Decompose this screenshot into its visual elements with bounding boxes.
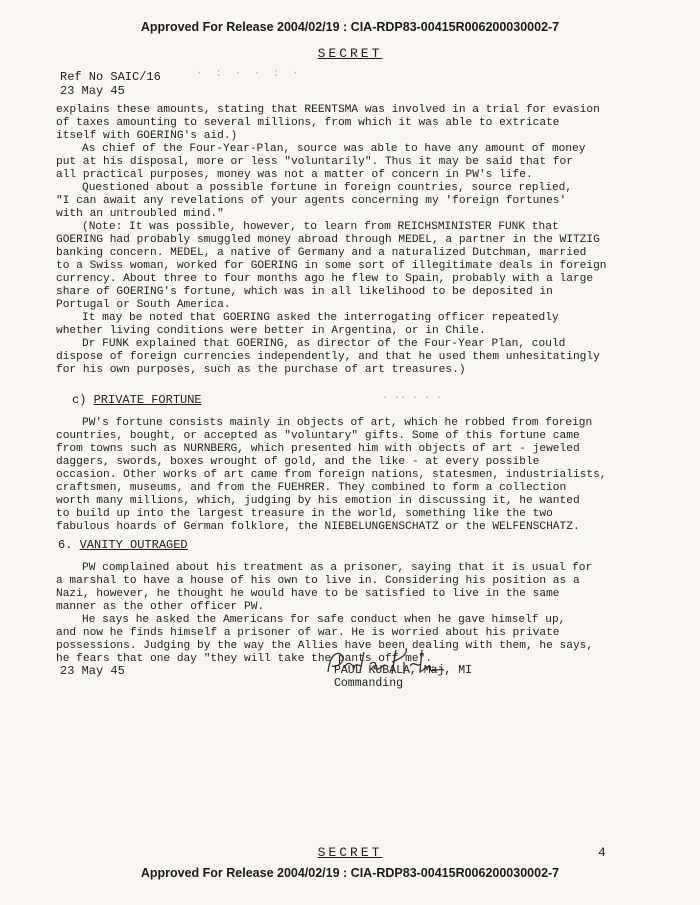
text-line: Nazi, however, he thought he would have to be satisfied to live in the same [56,588,560,600]
text-line: from towns such as NURNBERG, which presented him with objects of art - jeweled [56,443,580,455]
section-c-title: PRIVATE FORTUNE [93,393,202,407]
text-line: Portugal or South America. [56,299,231,311]
text-line: countries, bought, or accepted as "voluntary" gifts. Some of this fortune came [56,430,580,442]
text-line: It may be noted that GOERING asked the interrogating officer repeatedly [82,312,559,324]
text-line: whether living conditions were better in Argentina, or in Chile. [56,325,486,337]
signer-role: Commanding [334,677,404,690]
text-line: "I can await any revelations of your agents concerning my 'foreign fortunes' [56,195,567,207]
text-line: fabulous hoards of German folklore, the NIEBELUNGENSCHATZ or the WELFENSCHATZ. [56,521,580,533]
text-line: and now he finds himself a prisoner of war. He is worried about his private [56,627,560,639]
faded-mark: · ·· · · · [382,393,443,404]
text-line: itself with GOERING's aid.) [56,130,238,142]
text-line: dispose of foreign currencies independently, and that he used them unhesitatingly [56,351,600,363]
text-line: PW complained about his treatment as a prisoner, saying that it is usual for [82,562,593,574]
text-line: with an untroubled mind." [56,208,224,220]
text-line: possessions. Judging by the way the Allies have been dealing with them, he says, [56,640,594,652]
text-line: banking concern. MEDEL, a native of Germany and a naturalized Dutchman, married [56,247,587,259]
header-date: 23 May 45 [60,84,125,98]
text-line: share of GOERING's fortune, which was in all likelihood to be deposited in [56,286,553,298]
text-line: explains these amounts, stating that REENTSMA was involved in a trial for evasion [56,104,600,116]
text-line: (Note: It was possible, however, to learn from REICHSMINISTER FUNK that [82,221,559,233]
classification-top: SECRET [317,46,383,61]
release-stamp-bottom: Approved For Release 2004/02/19 : CIA-RDP83-00415R006200030002-7 [140,866,560,880]
signer-name: PAUL KUBALA, Maj, MI [334,664,473,677]
release-stamp-top: Approved For Release 2004/02/19 : CIA-RDP83-00415R006200030002-7 [140,20,560,34]
text-line: for his own purposes, such as the purchase of art treasures.) [56,364,466,376]
text-line: daggers, swords, boxes wrought of gold, and the like - at every possible [56,456,540,468]
text-line: a marshal to have a house of his own to live in. Considering his position as a [56,575,580,587]
text-line: craftsmen, museums, and from the FUEHRER. They combined to form a collection [56,482,567,494]
text-line: Questioned about a possible fortune in foreign countries, source replied, [82,182,573,194]
section-c-heading [72,393,202,407]
faded-stamp: · : · · : · [196,68,302,80]
section-6-heading [58,538,188,552]
text-line: to a Swiss woman, worked for GOERING in some sort of illegitimate deals in foreign [56,260,607,272]
section-6-title: VANITY OUTRAGED [79,538,188,552]
section-6-label: 6. [58,538,73,552]
classification-bottom: SECRET [317,845,383,860]
text-line: to build up into the largest treasure in the world, something like the two [56,508,553,520]
page-number: 4 [598,845,606,860]
text-line: PW's fortune consists mainly in objects of art, which he robbed from foreign [82,417,593,429]
text-line: all practical purposes, money was not a matter of concern in PW's life. [56,169,533,181]
text-line: manner as the other officer PW. [56,601,265,613]
text-line: He says he asked the Americans for safe conduct when he gave himself up, [82,614,566,626]
text-line: he fears that one day "they will take the pants off me". [56,653,432,665]
text-line: As chief of the Four-Year-Plan, source was able to have any amount of money [82,143,586,155]
text-line: put at his disposal, more or less "voluntarily". Thus it may be said that for [56,156,573,168]
text-line: GOERING had probably smuggled money abroad through MEDEL, a partner in the WITZIG [56,234,600,246]
text-line: of taxes amounting to several millions, from which it was able to extricate [56,117,560,129]
section-c-label: c) [72,393,87,407]
text-line: occasion. Other works of art came from foreign nations, statesmen, industrialists, [56,469,607,481]
closing-date: 23 May 45 [60,664,125,678]
text-line: currency. About three to four months ago he flew to Spain, probably with a large [56,273,594,285]
text-line: Dr FUNK explained that GOERING, as director of the Four-Year Plan, could [82,338,566,350]
ref-number: Ref No SAIC/16 [60,70,161,84]
text-line: worth many millions, which, judging by his emotion in discussing it, he wanted [56,495,580,507]
